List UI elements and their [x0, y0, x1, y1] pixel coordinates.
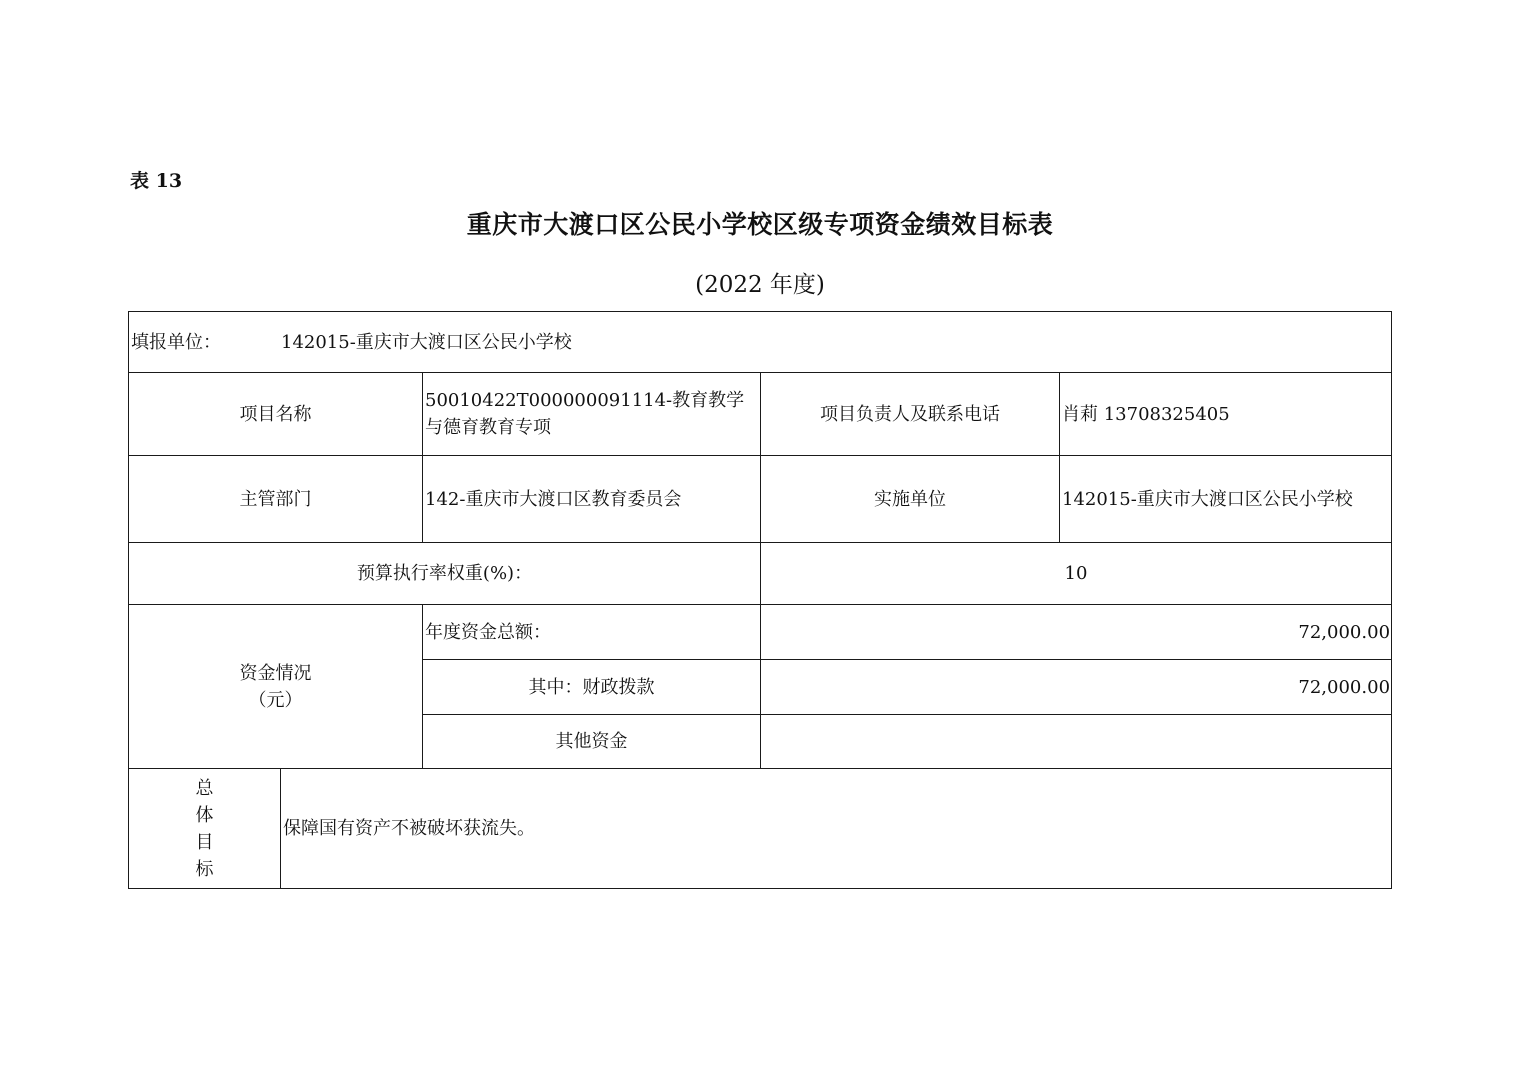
page-title: 重庆市大渡口区公民小学校区级专项资金绩效目标表 — [466, 210, 1054, 239]
annual-total-value: 72,000.00 — [761, 605, 1392, 660]
funds-label-line2: （元） — [248, 689, 303, 711]
filling-unit-label: 填报单位： — [131, 331, 221, 353]
department-row — [129, 456, 1392, 543]
budget-weight-value: 10 — [761, 543, 1392, 605]
other-funds-label: 其他资金 — [423, 715, 761, 769]
overall-goal-value: 保障国有资产不被破坏获流失。 — [281, 769, 1392, 889]
performance-target-table — [128, 311, 1392, 889]
table-number: 表 13 — [130, 170, 183, 192]
annual-total-row — [129, 605, 1392, 660]
funds-label — [129, 605, 423, 769]
project-name-value: 50010422T000000091114-教育教学与德育教育专项 — [423, 373, 761, 456]
funds-label-line1: 资金情况 — [239, 662, 312, 684]
project-contact-value: 肖莉 13708325405 — [1060, 373, 1392, 456]
department-label: 主管部门 — [129, 456, 423, 543]
page-subtitle: (2022 年度) — [695, 272, 825, 298]
filling-unit-row — [129, 312, 1392, 373]
overall-goal-char: 标 — [195, 858, 214, 880]
other-funds-value — [761, 715, 1392, 769]
implementer-value: 142015-重庆市大渡口区公民小学校 — [1060, 456, 1392, 543]
implementer-label: 实施单位 — [761, 456, 1060, 543]
project-contact-label: 项目负责人及联系电话 — [761, 373, 1060, 456]
fiscal-value: 72,000.00 — [761, 660, 1392, 715]
overall-goal-row — [129, 769, 1392, 889]
project-name-label: 项目名称 — [129, 373, 423, 456]
annual-total-label: 年度资金总额： — [423, 605, 761, 660]
department-value: 142-重庆市大渡口区教育委员会 — [423, 456, 761, 543]
budget-weight-row — [129, 543, 1392, 605]
filling-unit-cell — [129, 312, 1392, 373]
overall-goal-label — [129, 769, 281, 889]
budget-weight-label: 预算执行率权重(%)： — [129, 543, 761, 605]
project-name-row — [129, 373, 1392, 456]
overall-goal-char: 体 — [195, 804, 214, 826]
fiscal-label: 其中：财政拨款 — [423, 660, 761, 715]
overall-goal-char: 目 — [195, 831, 214, 853]
filling-unit-value: 142015-重庆市大渡口区公民小学校 — [281, 331, 572, 353]
overall-goal-char: 总 — [195, 777, 214, 799]
